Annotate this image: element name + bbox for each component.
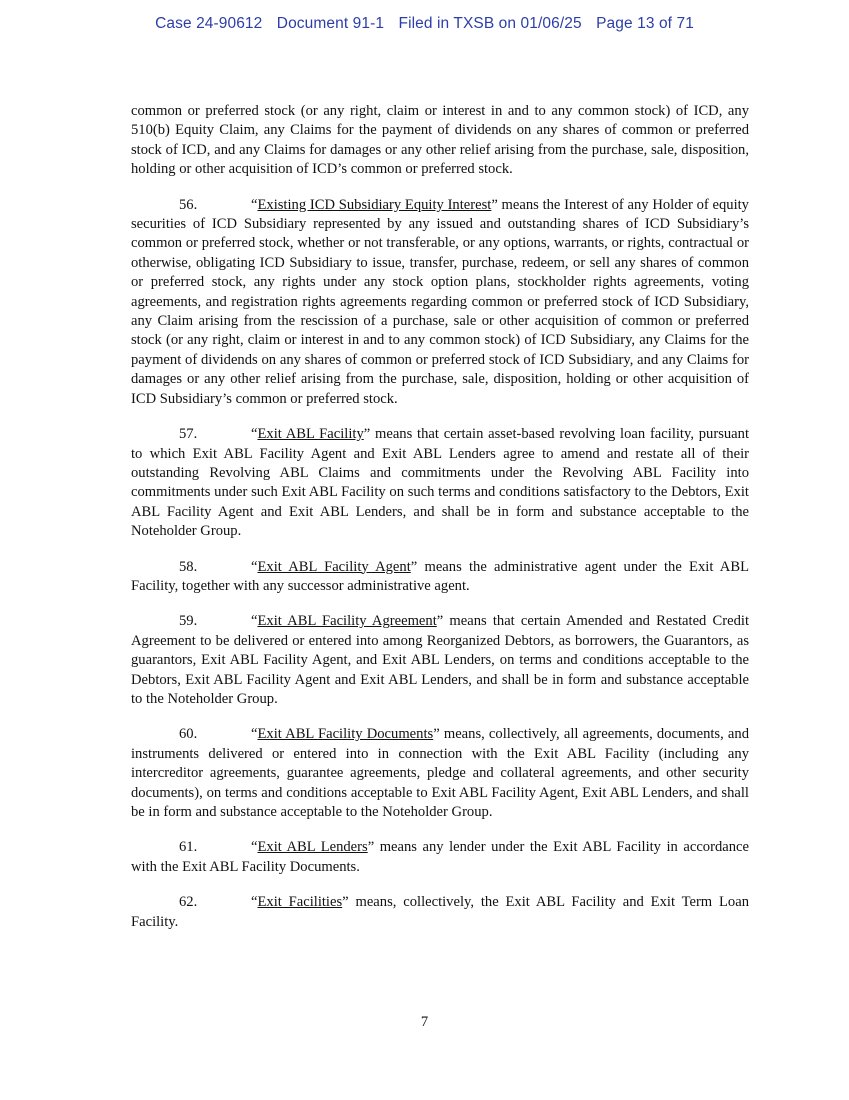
definition-number: 57. <box>179 426 198 443</box>
defined-term: Exit ABL Facility Documents <box>257 726 434 743</box>
open-quote: “ <box>251 894 258 911</box>
definition-number: 60. <box>179 726 198 743</box>
definition-text: ” means, collectively, all agreements, documents, and instruments delivered or entered into in connection with the Exit ABL Facility (including any intercreditor agreements, guarantee agreements, pledge and collateral agreements, and other security documents), on terms and conditions acceptable to Exit ABL Facility Agent, Exit ABL Lenders, and shall be in form and substance acceptable to the Noteholder Group. <box>131 726 749 820</box>
definition-text: ” means the administrative agent under the Exit ABL Facility, together with any successor administrative agent. <box>131 558 749 594</box>
definition-text: ” means the Interest of any Holder of equity securities of ICD Subsidiary represented by any issued and outstanding shares of ICD Subsidiary’s common or preferred stock, whether or not transferable, or any options, warrants, or rights, contractual or otherwise, obligating ICD Subsidiary to issue, transfer, purchase, redeem, or sell any shares of common or preferred stock, any rights under any stock option plans, stockholder rights agreements, voting agreements, and registration rights agreements regarding common or preferred stock of ICD Subsidiary, any Claim arising from the rescission of a purchase, sale or other acquisition of common or preferred stock (or any right, claim or interest in and to any common stock) of ICD Subsidiary, any Claims for the payment of dividends on any shares of common or preferred stock of ICD Subsidiary, and any Claims for damages or any other relief arising from the purchase, sale, disposition, holding or other acquisition of ICD Subsidiary’s common or preferred stock. <box>131 196 749 407</box>
defined-term: Exit ABL Facility Agent <box>257 558 411 575</box>
document-number: Document 91-1 <box>276 15 385 32</box>
page-count: Page 13 of 71 <box>596 15 694 32</box>
defined-term: Exit ABL Facility Agreement <box>257 613 437 630</box>
page-number: 7 <box>420 1014 429 1030</box>
definition-60 <box>131 725 749 822</box>
defined-term: Exit ABL Facility <box>257 426 364 443</box>
definition-number: 58. <box>179 558 198 575</box>
continuation-paragraph: common or preferred stock (or any right, claim or interest in and to any common stock) of ICD, any 510(b) Equity Claim, any Claims for the payment of dividends on any shares of common or preferred stock of ICD, and any Claims for damages or any other relief arising from the purchase, sale, disposition, holding or other acquisition of ICD’s common or preferred stock. <box>131 103 749 178</box>
definition-text: ” means that certain Amended and Restated Credit Agreement to be delivered or entered into among Reorganized Debtors, as borrowers, the Guarantors, as guarantors, Exit ABL Facility Agent, and Exit ABL Lenders, on terms and conditions acceptable to the Debtors, Exit ABL Facility Agent and Exit ABL Lenders, and shall be in form and substance acceptable to the Noteholder Group. <box>131 613 749 707</box>
definition-number: 61. <box>179 839 198 856</box>
definition-text: ” means any lender under the Exit ABL Facility in accordance with the Exit ABL Facility Documents. <box>131 839 749 875</box>
open-quote: “ <box>251 426 258 443</box>
open-quote: “ <box>251 196 258 213</box>
definition-57 <box>131 425 749 541</box>
defined-term: Exit ABL Lenders <box>257 839 368 856</box>
defined-term: Exit Facilities <box>257 894 343 911</box>
definition-59 <box>131 612 749 709</box>
definition-text: ” means, collectively, the Exit ABL Facility and Exit Term Loan Facility. <box>131 894 749 930</box>
definition-62 <box>131 893 749 932</box>
filed-date: Filed in TXSB on 01/06/25 <box>398 15 582 32</box>
open-quote: “ <box>251 839 258 856</box>
case-number: Case 24-90612 <box>155 15 263 32</box>
definition-number: 62. <box>179 894 198 911</box>
definition-61 <box>131 838 749 877</box>
definition-56 <box>131 196 749 409</box>
definition-text: ” means that certain asset-based revolving loan facility, pursuant to which Exit ABL Facility Agent and Exit ABL Lenders agree to amend and restate all of their outstanding Revolving ABL Claims and commitments under the Revolving ABL Facility into commitments under such Exit ABL Facility on such terms and conditions satisfactory to the Debtors, Exit ABL Facility Agent and Exit ABL Lenders, and shall be in form and substance acceptable to the Noteholder Group. <box>131 426 749 540</box>
definition-58 <box>131 558 749 597</box>
open-quote: “ <box>251 726 258 743</box>
defined-term: Existing ICD Subsidiary Equity Interest <box>257 196 492 213</box>
open-quote: “ <box>251 613 258 630</box>
document-body <box>131 102 749 948</box>
definition-number: 56. <box>179 196 198 213</box>
open-quote: “ <box>251 558 258 575</box>
filing-header <box>0 15 849 33</box>
definition-number: 59. <box>179 613 198 630</box>
